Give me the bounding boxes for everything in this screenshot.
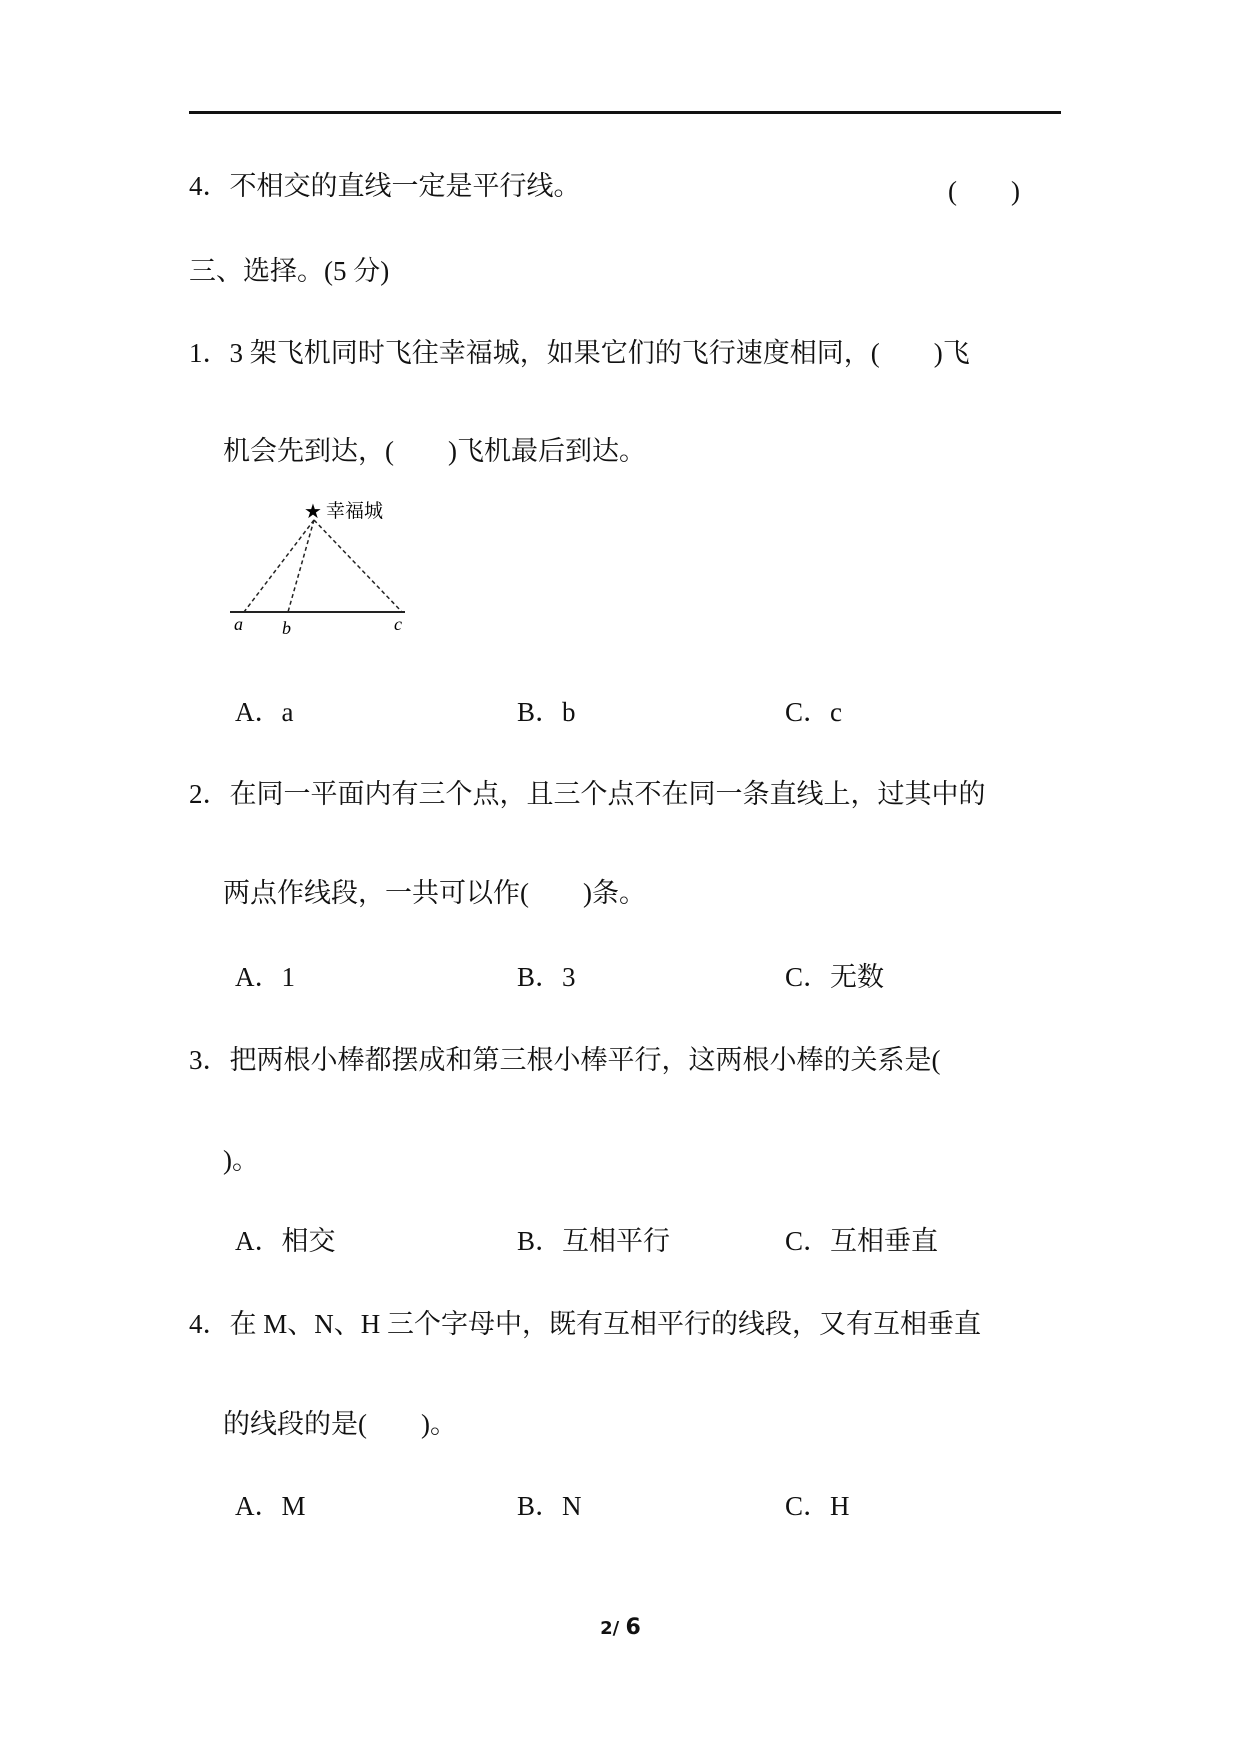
q2-option-b: B．3 (517, 962, 576, 992)
page-current: 2/ (600, 1618, 620, 1639)
point-a: a (234, 614, 243, 634)
question-1-line1: 1．3 架飞机同时飞往幸福城，如果它们的飞行速度相同，( )飞 (189, 338, 970, 368)
q2-option-a: A．1 (235, 962, 295, 992)
question-3-line2: )。 (223, 1145, 259, 1175)
q2-option-c: C．无数 (785, 962, 885, 992)
q1-option-c: C．c (785, 697, 842, 727)
q3-option-c: C．互相垂直 (785, 1226, 939, 1256)
answer-blank: ( ) (948, 176, 1020, 206)
point-c: c (394, 614, 402, 634)
q4-option-b: B．N (517, 1491, 582, 1521)
question-1-line2: 机会先到达，( )飞机最后到达。 (223, 436, 646, 466)
q4-option-a: A．M (235, 1491, 306, 1521)
page-total: 6 (625, 1615, 641, 1640)
point-b: b (282, 618, 291, 638)
q3-option-a: A．相交 (235, 1226, 336, 1256)
airplane-diagram (220, 490, 420, 640)
question-4-line1: 4．在 M、N、H 三个字母中，既有互相平行的线段，又有互相垂直 (189, 1309, 982, 1339)
q3-option-b: B．互相平行 (517, 1226, 671, 1256)
q1-option-b: B．b (517, 697, 576, 727)
question-2-line2: 两点作线段，一共可以作( )条。 (223, 878, 646, 908)
section-title: 三、选择。(5 分) (189, 256, 390, 286)
star-icon: ★ (304, 499, 322, 523)
header-rule (189, 111, 1061, 114)
judge-question-4: 4．不相交的直线一定是平行线。 (189, 171, 581, 201)
question-2-line1: 2．在同一平面内有三个点，且三个点不在同一条直线上，过其中的 (189, 779, 986, 809)
page-number (0, 1615, 1241, 1640)
q1-option-a: A．a (235, 697, 294, 727)
question-4-line2: 的线段的是( )。 (223, 1409, 457, 1439)
q4-option-c: C．H (785, 1491, 850, 1521)
city-label: 幸福城 (326, 500, 384, 522)
question-3-line1: 3．把两根小棒都摆成和第三根小棒平行，这两根小棒的关系是( (189, 1045, 941, 1075)
